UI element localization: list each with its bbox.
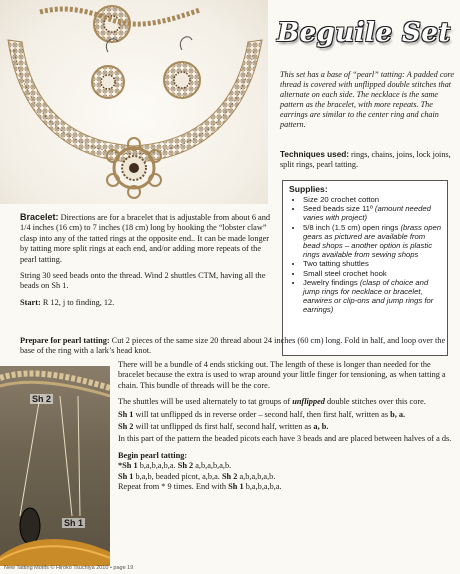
- prepare-continued: There will be a bundle of 4 ends sticking out. The length of these is longer than needed for the bracelet because the extra is used to wrap around your little finger for tensioning, as when tatting a chain. This bundle of threads will be the core.: [118, 360, 446, 390]
- begin-sh1-label-2: Sh 1: [118, 471, 134, 481]
- supply-item: • 5/8 inch (1.5 cm) open rings (brass open gears as pictured are available from bead shops – another option is plastic rings available from sewing shops: [303, 223, 442, 260]
- begin-sh2-seq-2: a,b,a,b,a,b.: [239, 471, 276, 481]
- page-title: Beguile Set: [277, 18, 451, 48]
- techniques-paragraph: [280, 150, 456, 170]
- supply-item: • Seed beads size 11º (amount needed varies with project): [303, 204, 442, 222]
- repeat-text: Repeat from * 9 times. End with: [118, 482, 227, 492]
- necklace-earrings-illustration: [0, 0, 268, 204]
- begin-label: Begin pearl tatting:: [118, 450, 188, 460]
- sh2-code: a, b.: [313, 422, 329, 432]
- shuttles-text: The shuttles will be used alternately to tat groups of: [118, 397, 291, 407]
- page-footer: New Tatting Motifs © Hiroko Tsuchiya 2010 • page 19: [4, 565, 134, 571]
- supply-item: • Small steel crochet hook: [303, 269, 442, 278]
- string-paragraph: String 30 seed beads onto the thread. Wind 2 shuttles CTM, having all the beads on Sh 1.: [20, 271, 266, 291]
- start-text: R 12, j to finding, 12.: [42, 297, 115, 307]
- title-banner: [268, 0, 460, 66]
- begin-sh1-seq-2: b,a,b, beaded picot, a,b,a.: [135, 471, 220, 481]
- unflipped-emphasis: unflipped: [292, 397, 325, 407]
- earring-left: [92, 39, 124, 98]
- begin-sh1-label: *Sh 1: [118, 461, 138, 471]
- sh1-paragraph: [118, 410, 456, 420]
- sh1-code: b, a.: [390, 409, 406, 419]
- shuttles-text-end: double stitches over this core.: [327, 397, 426, 407]
- sh1-label: Sh 1: [118, 409, 134, 419]
- begin-paragraph: [118, 451, 456, 493]
- supplies-box: [282, 180, 448, 356]
- techniques-label: Techniques used:: [280, 150, 349, 159]
- techniques-text: rings, chains, joins, lock joins, split rings, pearl tatting.: [280, 150, 451, 169]
- earring-right: [164, 37, 200, 98]
- bracelet-text: Directions are for a bracelet that is adjustable from about 6 and 1/4 inches (16 cm) to 7 inches (18 cm) long by hooking the “lobster claw” clasp into any of the tatted rings at the opposite end.. It can be made longer by tatting more split rings at each end, and/or adding more repeats of the pearl tatting.: [20, 213, 271, 264]
- supplies-list: [289, 195, 442, 315]
- photo-label-sh1: Sh 1: [64, 518, 84, 528]
- repeat-sh1-label: Sh 1: [228, 482, 244, 492]
- sh2-text: will tat unflipped ds first half, second half, written as: [135, 422, 312, 432]
- bracelet-paragraph: [20, 212, 276, 265]
- begin-sh2-seq: a,b,a,b,a,b.: [195, 461, 232, 471]
- bracelet-label: Bracelet:: [20, 212, 59, 222]
- begin-sh2-label-2: Sh 2: [221, 471, 238, 481]
- intro-paragraph: This set has a base of “pearl” tatting: A padded core thread is covered with unflipped double stitches that alternate on each side. The necklace is the same pattern as the bracelet, with more repeats. The earrings are similar to the center ring and chain pattern.: [280, 70, 455, 129]
- photo-label-sh2: Sh 2: [32, 394, 52, 404]
- start-label: Start:: [20, 297, 41, 307]
- sh2-label: Sh 2: [118, 422, 134, 432]
- supply-item: • Two tatting shuttles: [303, 259, 442, 268]
- right-column-text: [118, 360, 456, 492]
- begin-sh1-seq: b,a,b,a,b,a.: [139, 461, 176, 471]
- prepare-text-1: Cut 2 pieces of the same size 20 thread about 24 inches (60 cm) long. Fold in half, and loop over the base of the ring with a lark’s head knot.: [20, 336, 446, 356]
- shuttles-paragraph: [118, 397, 456, 407]
- picots-paragraph: In this part of the pattern the beaded picots each have 3 beads and are placed between halves of a ds.: [118, 434, 452, 444]
- shuttle-photo: [0, 366, 110, 566]
- prepare-label: Prepare for pearl tatting:: [20, 336, 110, 345]
- start-paragraph: [20, 298, 276, 308]
- left-column-text: [20, 212, 276, 314]
- begin-sh2-label: Sh 2: [177, 461, 194, 471]
- supply-item: • Jewelry findings (clasp of choice and jump rings for necklace or bracelet, earwires or clip-ons and jump rings for earrings): [303, 278, 442, 315]
- prepare-paragraph: [20, 336, 456, 357]
- sh1-text: will tat unflipped ds in reverse order – second half, then first half, written as: [135, 409, 389, 419]
- supplies-title: Supplies:: [289, 184, 328, 194]
- shuttle-illustration: [0, 366, 110, 566]
- jewelry-set-photo: [0, 0, 268, 204]
- supply-item: • Size 20 crochet cotton: [303, 195, 442, 204]
- sh2-paragraph: [118, 422, 456, 432]
- repeat-sh1-seq: b,a,b,a,b,a.: [245, 482, 282, 492]
